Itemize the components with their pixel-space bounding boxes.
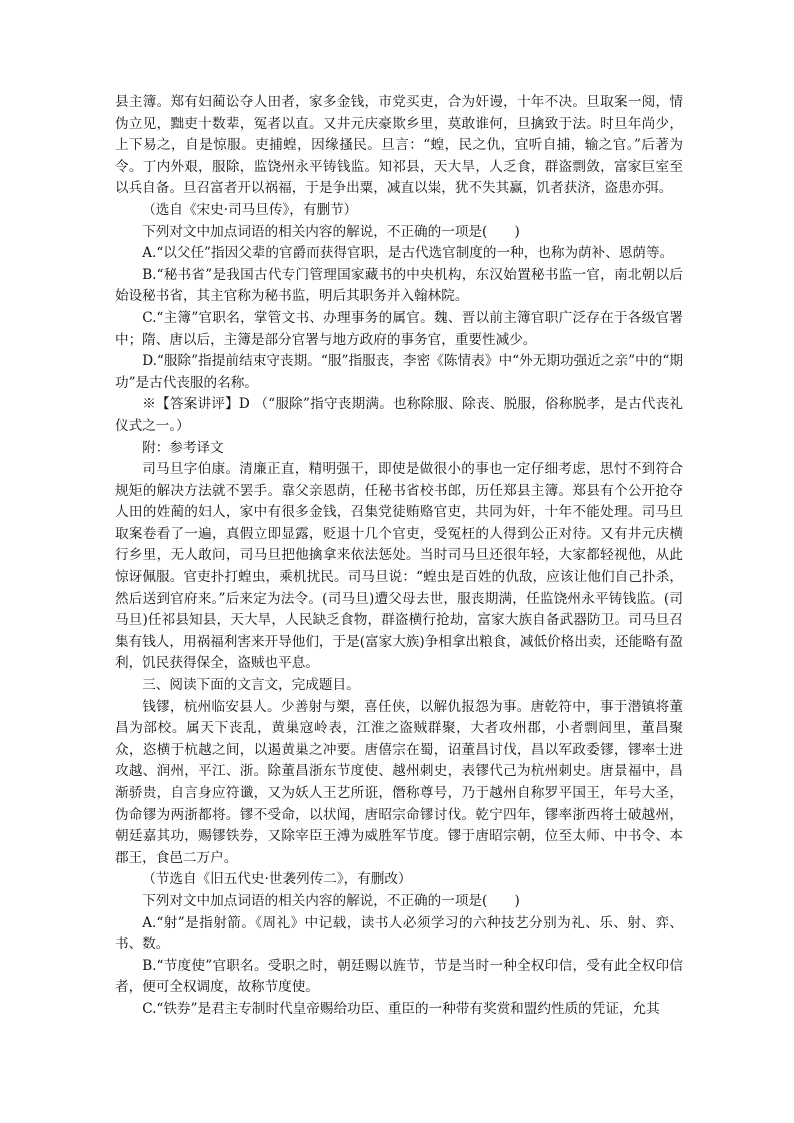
paragraph: 三、阅读下面的文言文，完成题目。 (142, 677, 360, 694)
paragraph: 下列对文中加点词语的相关内容的解说，不正确的一项是( ) (142, 223, 520, 240)
paragraph: A.“射”是指射箭。《周礼》中记载，读书人必须学习的六种技艺分别为礼、乐、射、弈、书、数。 (115, 914, 683, 953)
paragraph: A.“以父任”指因父辈的官爵而获得官职，是古代选官制度的一种，也称为荫补、恩荫等。 (142, 245, 674, 262)
paragraph: B.“秘书省”是我国古代专门管理国家藏书的中央机构，东汉始置秘书监一官，南北朝以后始设秘书省，其主官称为秘书监，明后其职务并入翰林院。 (115, 266, 683, 305)
paragraph: （选自《宋史·司马旦传》，有删节） (142, 201, 358, 218)
paragraph: B.“节度使”官职名。受职之时，朝廷赐以旌节，节是当时一种全权印信，受有此全权印信者，便可全权调度，故称节度使。 (115, 957, 683, 996)
paragraph: （节选自《旧五代史·世袭列传二》，有删改） (142, 871, 412, 888)
paragraph: C.“铁券”是君主专制时代皇帝赐给功臣、重臣的一种带有奖赏和盟约性质的凭证，允其 (142, 1000, 660, 1017)
paragraph: 钱镠，杭州临安县人。少善射与槊，喜任侠，以解仇报怨为事。唐乾符中，事于潜镇将董昌为部校。属天下丧乱，黄巢寇岭表，江淮之盗贼群聚，大者攻州郡，小者剽闾里，董昌聚众，恣横于杭越之间，以遏黄巢之冲要。唐僖宗在蜀，诏董昌讨伐，昌以军政委镠，镠率士进攻越、润州，平江、浙。除董昌浙东节度使、越州刺史，表镠代己为杭州刺史。唐景福中，昌渐骄贵，自言身应符谶，又为妖人王艺所诳，僭称尊号，乃于越州自称罗平国王，年号大圣，伪命镠为两浙都将。镠不受命，以状闻，唐昭宗命镠讨伐。乾宁四年，镠率浙西将士破越州，朝廷嘉其功，赐镠铁券，又除宰臣王溥为威胜军节度。镠于唐昭宗朝，位至太师、中书令、本郡王，食邑二万户。 (115, 698, 683, 866)
paragraph: ※【答案讲评】D （“服除”指守丧期满。也称除服、除丧、脱服，俗称脱孝，是古代丧礼仪式之一。） (115, 396, 683, 434)
paragraph: D.“服除”指提前结束守丧期。“服”指服丧，李密《陈情表》中“外无期功强近之亲”中的“期功”是古代丧服的名称。 (115, 353, 683, 391)
document-page (115, 92, 683, 1021)
paragraph: 县主簿。郑有妇蔺讼夺人田者，家多金钱，市党买吏，合为奸谩，十年不决。旦取案一阅，情伪立见，黜吏十数辈，冤者以直。又井元庆豪欺乡里，莫敢谁何，旦擒致于法。时旦年尚少，上下易之，自是惊服。吏捕蝗，因缘搔民。旦言：“蝗，民之仇，宜听自捕，输之官。”后著为令。丁内外艰，服除，监饶州永平铸钱监。知祁县，天大旱，人乏食，群盗剽敛，富家巨室至以兵自备。旦召富者开以祸福，于是争出粟，减直以粜，犹不失其赢，饥者获济，盗患亦弭。 (115, 94, 683, 197)
paragraph: 附：参考译文 (142, 439, 224, 456)
paragraph: 司马旦字伯康。清廉正直，精明强干，即使是做很小的事也一定仔细考虑，思忖不到符合规矩的解决方法就不罢手。靠父亲恩荫，任秘书省校书郎，历任郑县主簿。郑县有个公开抢夺人田的姓蔺的妇人，家中有很多金钱，召集党徒贿赂官吏，共同为奸，十年不能处理。司马旦取案卷看了一遍，真假立即显露，贬退十几个官吏，受冤枉的人得到公正对待。又有井元庆横行乡里，无人敢问，司马旦把他擒拿来依法惩处。当时司马旦还很年轻，大家都轻视他，从此惊讶佩服。官吏扑打蝗虫，乘机扰民。司马旦说：“蝗虫是百姓的仇敌，应该让他们自己扑杀，然后送到官府来。”后来定为法令。(司马旦)遭父母去世，服丧期满，任监饶州永平铸钱监。(司马旦)任祁县知县，天大旱，人民缺乏食物，群盗横行抢劫，富家大族自备武器防卫。司马旦召集有钱人，用祸福利害来开导他们，于是(富家大族)争相拿出粮食，减低价格出卖，还能略有盈利，饥民获得保全，盗贼也平息。 (115, 461, 683, 672)
paragraph: C.“主簿”官职名，掌管文书、办理事务的属官。魏、晋以前主簿官职广泛存在于各级官署中；隋、唐以后，主簿是部分官署与地方政府的事务官，重要性减少。 (115, 309, 683, 348)
paragraph: 下列对文中加点词语的相关内容的解说，不正确的一项是( ) (142, 892, 520, 909)
